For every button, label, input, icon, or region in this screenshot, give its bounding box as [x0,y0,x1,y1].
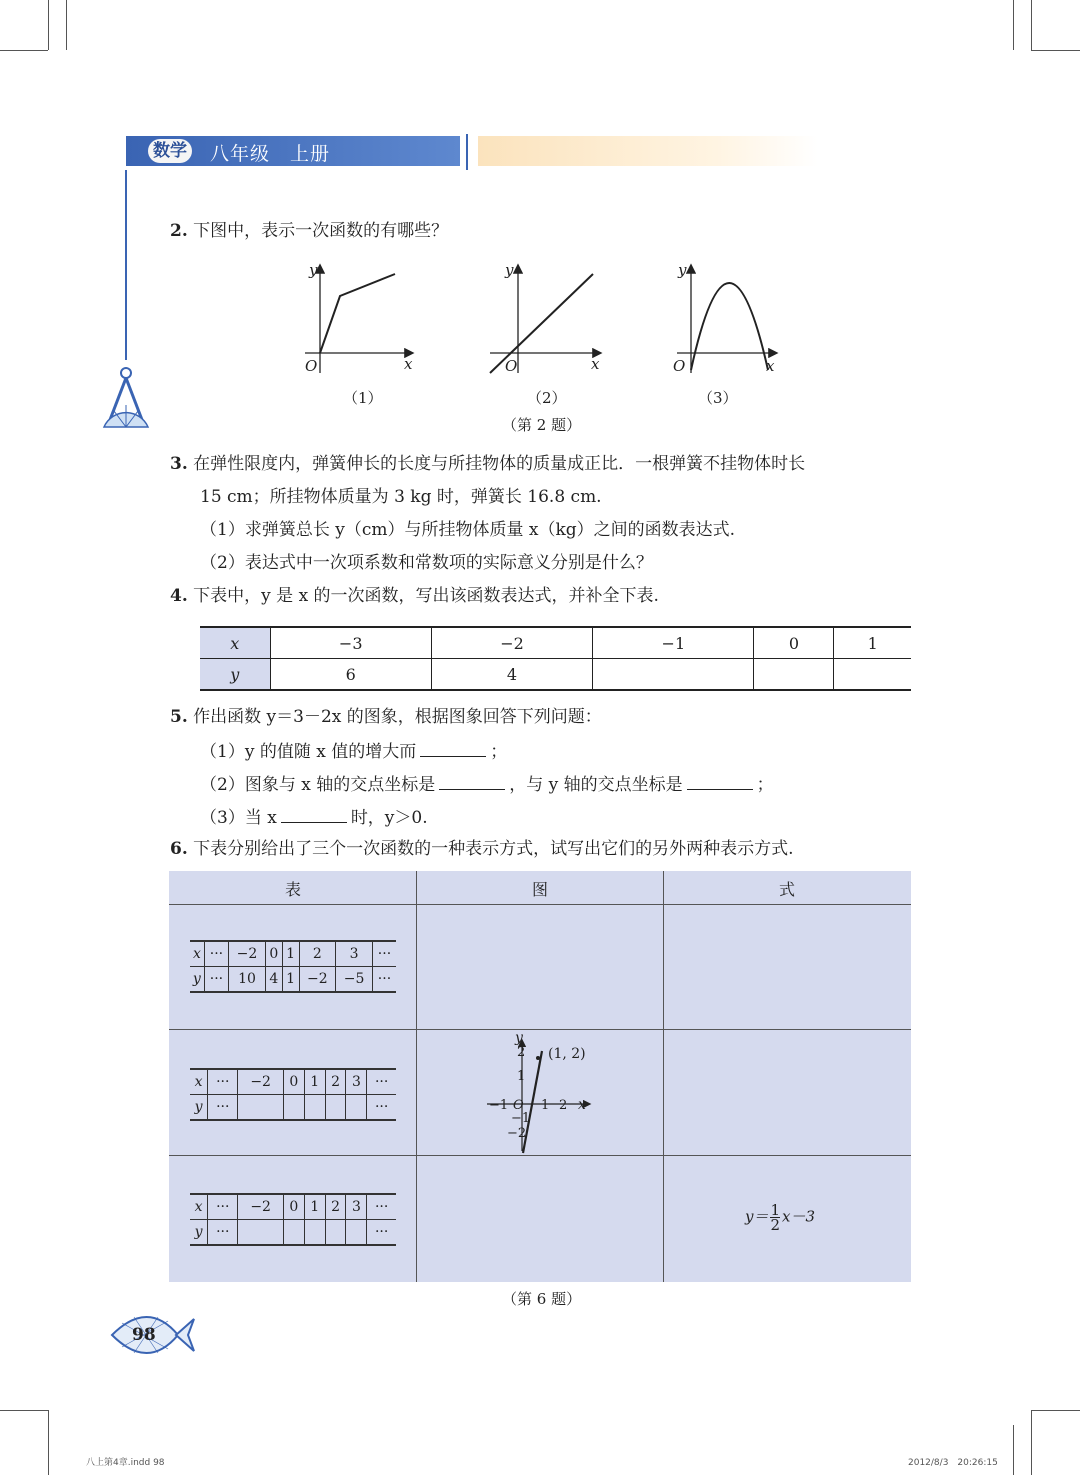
sub-text: ； [490,742,508,762]
point-label: (1, 2) [548,1046,586,1062]
crop-mark [0,1410,48,1411]
table-cell: −2 [238,1069,284,1095]
table-cell: −5 [336,967,373,993]
table-cell: −2 [431,627,592,659]
crop-mark [1013,0,1014,50]
row2-value-table [190,1068,396,1121]
fraction-denominator: 2 [770,1216,781,1234]
divider [416,871,417,1282]
table-row [190,967,396,993]
question-number: 3. [170,454,188,474]
table-cell: ··· [367,1069,396,1095]
formula-rhs: x－3 [782,1207,816,1226]
table-cell[interactable] [238,1095,284,1121]
margin-rule [125,170,127,360]
table-cell[interactable] [283,1220,304,1246]
fraction-numerator: 1 [770,1201,781,1219]
table-cell: ··· [367,1194,396,1220]
origin-label: O [305,357,318,375]
table-cell: x [190,1194,208,1220]
divider [169,904,911,905]
table-cell: ··· [367,1220,396,1246]
table-cell: y [190,1095,208,1121]
table-cell: ··· [372,941,396,967]
question-3-sub1: （1）求弹簧总长 y（cm）与所挂物体质量 x（kg）之间的函数表达式. [200,520,736,540]
question-number: 6. [170,839,188,859]
footer-file: 八上第4章.indd 98 [86,1458,165,1468]
table-cell: 4 [431,659,592,691]
table-cell[interactable] [304,1095,325,1121]
header-divider [466,134,468,170]
subject-badge: 数学 [148,139,192,163]
crop-mark [66,0,67,50]
axis-x-label: x [404,355,413,373]
table-row [190,1095,396,1121]
question-4 [170,586,659,606]
table-cell: ··· [372,967,396,993]
table-cell: y [190,967,204,993]
question-2 [170,221,448,241]
row3-value-table [190,1193,396,1246]
table-cell: ··· [208,1069,238,1095]
footer-timestamp: 2012/8/3 20:26:15 [908,1458,998,1468]
question-5-sub3 [200,806,428,828]
table-cell: 0 [754,627,834,659]
table-cell: 0 [283,1069,304,1095]
question-3 [170,454,805,474]
table-cell: 6 [270,659,431,691]
table-cell [834,659,911,691]
tick-label: 2 [517,1045,526,1060]
table-cell: 1 [834,627,911,659]
table-cell: 4 [265,967,282,993]
table-cell: x [200,627,270,659]
table-cell: ··· [204,967,228,993]
table-cell: 0 [265,941,282,967]
table-cell: −2 [238,1194,284,1220]
question-text: 下表中，y 是 x 的一次函数，写出该函数表达式，并补全下表. [193,586,659,606]
divider [663,871,664,1282]
table-cell: 1 [282,941,299,967]
table-cell [593,659,754,691]
question-5-sub2 [200,773,774,795]
table-cell[interactable] [325,1220,346,1246]
crop-mark [0,50,48,51]
table-cell: x [190,941,204,967]
table-cell: 2 [325,1069,346,1095]
table-cell: −2 [229,941,266,967]
table-cell: 10 [229,967,266,993]
table-cell[interactable] [304,1220,325,1246]
sub-text: （3）当 x [200,808,277,828]
answer-blank[interactable] [420,740,486,757]
axis-y-label: y [505,261,514,279]
origin-label: O [673,357,686,375]
sub-text: （1）y 的值随 x 值的增大而 [200,742,417,762]
question-6 [170,839,794,859]
compass-icon [100,365,152,431]
table-cell: ··· [208,1095,238,1121]
sub-text: ； [756,775,774,795]
question-text: 下图中，表示一次函数的有哪些？ [193,221,449,241]
tick-label: −1 [511,1111,531,1126]
table-cell: 2 [299,941,336,967]
table-cell: 1 [304,1194,325,1220]
table-row [190,1194,396,1220]
row3-formula [745,1203,815,1232]
table-cell: −2 [299,967,336,993]
table-cell: 3 [346,1069,367,1095]
column-header-table: 表 [285,880,302,899]
question-3-sub2: （2）表达式中一次项系数和常数项的实际意义分别是什么？ [200,553,653,573]
table-cell: 3 [346,1194,367,1220]
axis-x-label: x [591,355,600,373]
origin-label: O [513,1098,524,1113]
table-row [190,1220,396,1246]
figure-caption-6: （第 6 题） [502,1290,582,1308]
table-cell[interactable] [325,1095,346,1121]
table-cell: −1 [593,627,754,659]
q4-table [200,626,911,691]
axis-x-label: x [578,1097,586,1113]
axis-y-label: y [678,261,687,279]
answer-blank[interactable] [439,773,505,790]
crop-mark [1031,1410,1080,1411]
table-cell: ··· [208,1220,238,1246]
answer-blank[interactable] [281,806,347,823]
question-number: 4. [170,586,188,606]
crop-mark [48,1410,49,1475]
tick-label: −1 [489,1098,509,1113]
table-cell: 3 [336,941,373,967]
table-cell: y [200,659,270,691]
question-number: 5. [170,707,188,727]
divider [169,1029,911,1030]
tick-label: −2 [507,1126,527,1141]
sub-text: ，与 y 轴的交点坐标是 [509,775,683,795]
table-row [190,1069,396,1095]
axis-x-label: x [766,357,775,375]
table-cell: 0 [283,1194,304,1220]
table-cell: 1 [282,967,299,993]
table-row [200,627,911,659]
crop-mark [1013,1425,1014,1475]
crop-mark [1031,50,1080,51]
table-cell: −3 [270,627,431,659]
tick-label: 2 [559,1098,568,1113]
formula-lhs: y＝ [745,1207,769,1226]
table-cell: ··· [204,941,228,967]
question-text: 下表分别给出了三个一次函数的一种表示方式，试写出它们的另外两种表示方式. [193,839,794,859]
fraction [770,1203,780,1232]
graph-3-label: （3） [698,389,738,407]
crop-mark [1031,0,1032,50]
sub-text: 时，y＞0. [350,808,428,828]
question-5 [170,707,602,727]
table-cell[interactable] [346,1095,367,1121]
question-number: 2. [170,221,188,241]
graph-2-label: （2） [527,389,567,407]
crop-mark [48,0,49,50]
crop-mark [1031,1410,1032,1475]
question-5-sub1 [200,740,507,762]
sub-text: （2）图象与 x 轴的交点坐标是 [200,775,436,795]
table-cell: x [190,1069,208,1095]
figure-caption-2: （第 2 题） [502,416,582,434]
answer-blank[interactable] [687,773,753,790]
table-cell [754,659,834,691]
table-cell: ··· [208,1194,238,1220]
table-cell[interactable] [346,1220,367,1246]
graph-1-label: （1） [343,389,383,407]
table-cell: 1 [304,1069,325,1095]
tick-label: 1 [517,1069,526,1084]
book-title: 八年级 上册 [210,143,331,165]
table-cell[interactable] [283,1095,304,1121]
table-row [200,659,911,691]
row1-value-table [190,940,396,993]
header-gradient [478,136,818,166]
column-header-graph: 图 [532,880,549,899]
column-header-formula: 式 [779,880,796,899]
table-cell: 2 [325,1194,346,1220]
question-3-line2: 15 cm；所挂物体质量为 3 kg 时，弹簧长 16.8 cm. [200,487,602,507]
table-cell: y [190,1220,208,1246]
graph-1 [300,258,420,378]
axis-y-label: y [309,261,318,279]
divider [169,1155,911,1156]
question-text: 作出函数 y＝3－2x 的图象，根据图象回答下列问题： [193,707,602,727]
origin-label: O [505,357,518,375]
table-row [190,941,396,967]
table-cell: ··· [367,1095,396,1121]
question-text: 在弹性限度内，弹簧伸长的长度与所挂物体的质量成正比．一根弹簧不挂物体时长 [193,454,806,474]
axis-y-label: y [515,1030,523,1046]
tick-label: 1 [541,1098,550,1113]
table-cell[interactable] [238,1220,284,1246]
page-number: 98 [132,1325,156,1345]
